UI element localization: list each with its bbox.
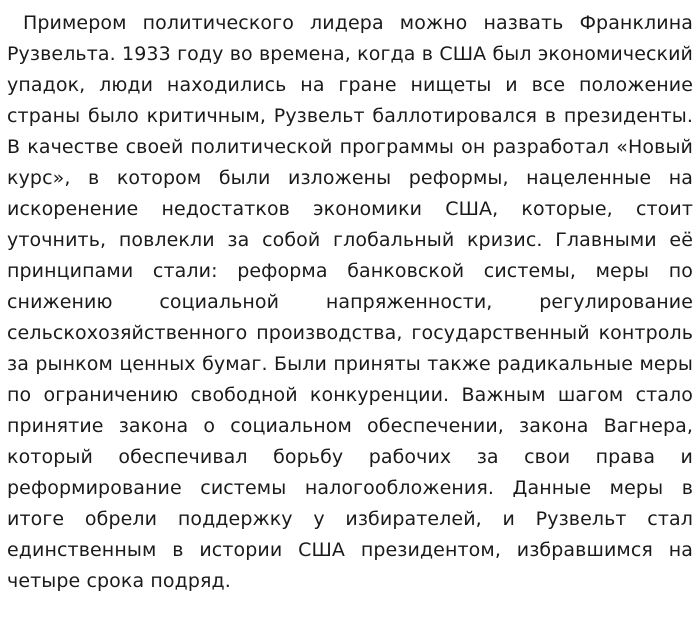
document-page [7, 8, 693, 597]
body-paragraph: Примером политического лидера можно назвать Франклина Рузвельта. 1933 году во времена, когда в США был экономический упадок, люди находились на гране нищеты и все положение страны было критичным, Рузвельт баллотировался в президенты. В качестве своей политической программы он разработал «Новый курс», в котором были изложены реформы, нацеленные на искоренение недостатков экономики США, которые, стоит уточнить, повлекли за собой глобальный кризис. Главными её принципами стали: реформа банковской системы, меры по снижению социальной напряженности, регулирование сельскохозяйственного производства, государственный контроль за рынком ценных бумаг. Были приняты также радикальные меры по ограничению свободной конкуренции. Важным шагом стало принятие закона о социальном обеспечении, закона Вагнера, который обеспечивал борьбу рабочих за свои права и реформирование системы налогообложения. Данные меры в итоге обрели поддержку у избирателей, и Рузвельт стал единственным в истории США президентом, избравшимся на четыре срока подряд. [7, 12, 693, 592]
